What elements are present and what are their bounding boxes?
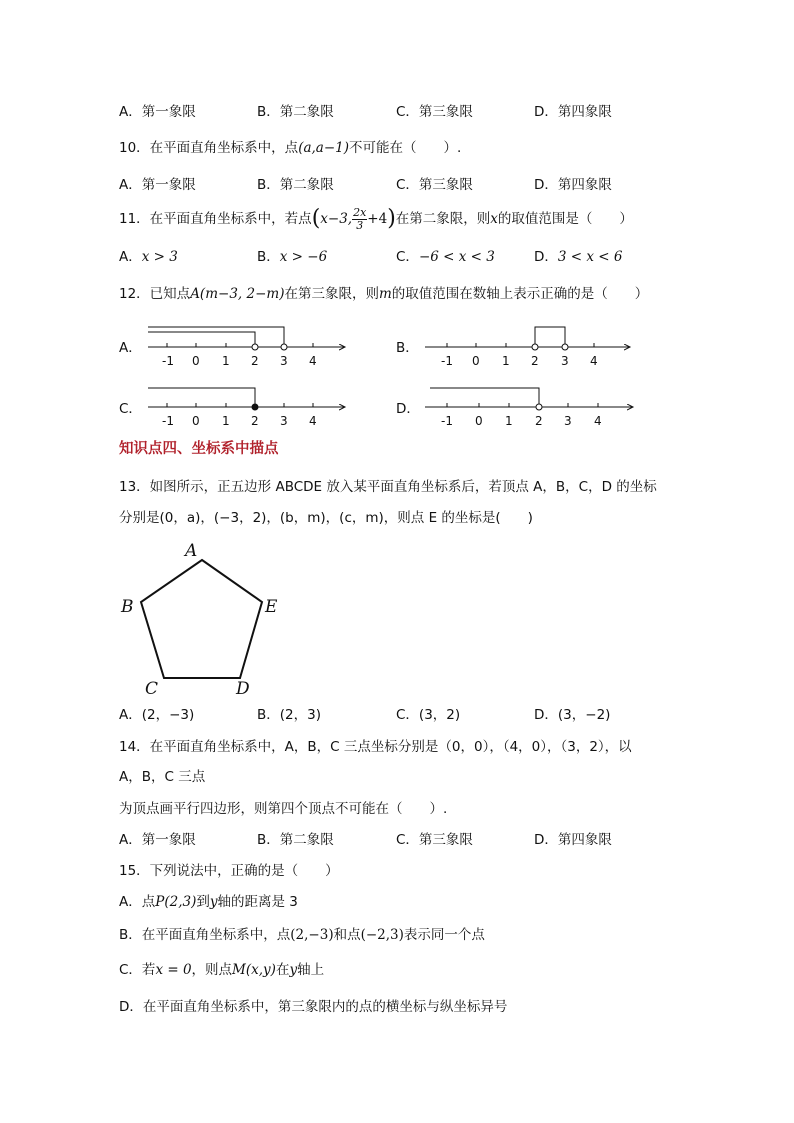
q11-middle: 在第二象限，则 (395, 211, 491, 227)
svg-text:-1: -1 (441, 414, 453, 428)
svg-text:4: 4 (590, 354, 598, 368)
q13-option-a: A．(2，−3) (119, 707, 195, 723)
pentagon-figure (120, 541, 278, 699)
q11-coord-tail: +4 (367, 211, 388, 227)
svg-text:0: 0 (472, 354, 480, 368)
svg-text:3: 3 (564, 414, 572, 428)
svg-text:-1: -1 (162, 354, 174, 368)
q13-line1: 13．如图所示，正五边形 ABCDE 放入某平面直角坐标系后，若顶点 A，B，C，D 的坐标 (119, 479, 657, 495)
q11-option-c: C．−6 < x < 3 (396, 249, 495, 265)
svg-text:4: 4 (309, 414, 317, 428)
q11-suffix: 的取值范围是（ ） (497, 211, 633, 227)
number-line-b (425, 327, 630, 368)
svg-text:2: 2 (531, 354, 539, 368)
q12-prefix: 12．已知点 (119, 286, 191, 302)
q12-label-d: D． (396, 401, 420, 417)
q12-label-c: C． (119, 401, 142, 417)
q9-option-c: C．第三象限 (396, 104, 473, 120)
q12-point: A(m−3, 2−m) (190, 286, 285, 302)
section-title: 知识点四、坐标系中描点 (119, 441, 279, 457)
svg-text:2: 2 (251, 414, 259, 428)
svg-text:1: 1 (502, 354, 510, 368)
svg-text:4: 4 (309, 354, 317, 368)
q10-option-b: B．第二象限 (257, 177, 334, 193)
svg-text:3: 3 (280, 414, 288, 428)
q14-line2: A，B，C 三点 (119, 769, 206, 785)
svg-text:1: 1 (222, 354, 230, 368)
svg-text:0: 0 (192, 414, 200, 428)
q12-label-a: A． (119, 340, 142, 356)
q11-option-b: B．x > −6 (257, 249, 328, 265)
vertex-d-label: D (236, 679, 250, 699)
q15-option-c: C．若x = 0，则点M(x,y)在y轴上 (119, 962, 325, 978)
q13-option-d: D．(3，−2) (534, 707, 611, 723)
q10-option-d: D．第四象限 (534, 177, 612, 193)
number-line-c (148, 388, 345, 428)
q14-option-a: A．第一象限 (119, 832, 196, 848)
q13-option-b: B．(2，3) (257, 707, 321, 723)
q11-prefix: 11．在平面直角坐标系中，若点 (119, 211, 312, 227)
vertex-e-label: E (265, 597, 278, 617)
q14-option-d: D．第四象限 (534, 832, 612, 848)
q15-stem: 15．下列说法中，正确的是（ ） (119, 863, 339, 879)
q14-line1: 14．在平面直角坐标系中，A，B，C 三点坐标分别是（0，0），（4，0），（3，2），以 (119, 739, 632, 755)
q11-stem: 11．在平面直角坐标系中，若点(x−3, $\frac{2x}{3}$ +4)在第二象限，则x的取值范围是（ ） (119, 205, 633, 232)
q9-option-a: A．第一象限 (119, 104, 196, 120)
q10-suffix: 不可能在（ ）. (349, 140, 462, 156)
svg-text:3: 3 (280, 354, 288, 368)
q12-suffix: 的取值范围在数轴上表示正确的是（ ） (391, 286, 649, 302)
svg-text:1: 1 (505, 414, 513, 428)
q14-line3: 为顶点画平行四边形，则第四个顶点不可能在（ ）. (119, 801, 448, 817)
svg-text:0: 0 (475, 414, 483, 428)
vertex-a-label: A (185, 541, 198, 561)
svg-text:-1: -1 (162, 414, 174, 428)
q10-option-a: A．第一象限 (119, 177, 196, 193)
q10-prefix: 10．在平面直角坐标系中，点 (119, 140, 299, 156)
q15-option-d: D．在平面直角坐标系中，第三象限内的点的横坐标与纵坐标异号 (119, 999, 508, 1015)
vertex-c-label: C (145, 679, 159, 699)
number-line-a (148, 327, 345, 368)
q14-option-c: C．第三象限 (396, 832, 473, 848)
q9-option-d: D．第四象限 (534, 104, 612, 120)
q9-option-b: B．第二象限 (257, 104, 334, 120)
svg-text:2: 2 (535, 414, 543, 428)
q10-option-c: C．第三象限 (396, 177, 473, 193)
q11-option-a: A．x > 3 (119, 249, 178, 265)
q11-option-d: D．3 < x < 6 (534, 249, 623, 265)
q13-line2: 分别是(0，a)，(−3，2)，(b，m)，(c，m)，则点 E 的坐标是( ) (119, 510, 533, 526)
svg-text:2: 2 (251, 354, 259, 368)
svg-text:0: 0 (192, 354, 200, 368)
q12-var: m (378, 286, 392, 302)
open-circle-3 (281, 344, 287, 350)
svg-text:4: 4 (594, 414, 602, 428)
q11-coord-x: x−3, (320, 211, 353, 227)
q10-point: (a,a−1) (298, 140, 350, 156)
svg-text:1: 1 (222, 414, 230, 428)
q11-var: x (490, 211, 498, 227)
q14-option-b: B．第二象限 (257, 832, 334, 848)
q12-middle: 在第三象限，则 (284, 286, 379, 302)
open-circle-2 (252, 344, 258, 350)
q12-label-b: B． (396, 340, 419, 356)
q15-option-a: A．点P(2,3)到y轴的距离是 3 (119, 894, 298, 910)
q11-fraction: $\frac{2x}{3}$ (353, 205, 367, 232)
svg-text:3: 3 (561, 354, 569, 368)
q15-option-b: B．在平面直角坐标系中，点(2,−3)和点(−2,3)表示同一个点 (119, 927, 485, 943)
svg-text:-1: -1 (441, 354, 453, 368)
q13-option-c: C．(3，2) (396, 707, 461, 723)
vertex-b-label: B (121, 597, 134, 617)
number-line-d (425, 388, 633, 428)
